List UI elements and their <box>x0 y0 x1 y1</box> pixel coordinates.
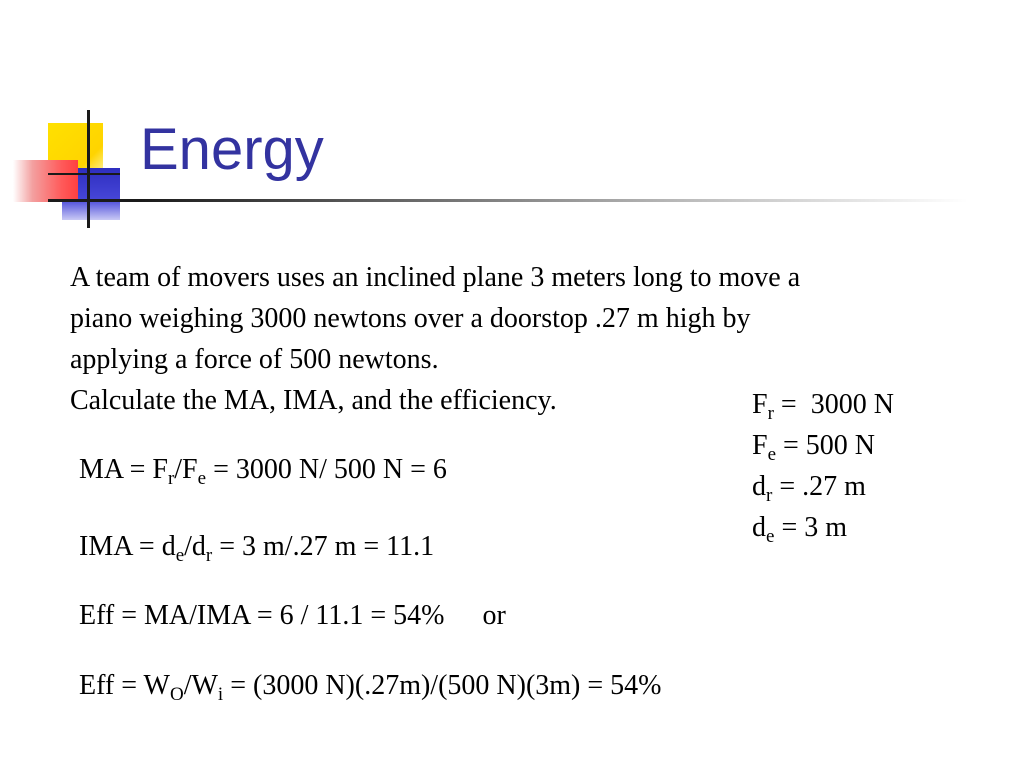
cross-line-decoration <box>48 173 120 175</box>
red-square-decoration <box>13 160 78 202</box>
problem-line: A team of movers uses an inclined plane 3 meters long to move a <box>70 262 801 293</box>
given-resistance-force: $F_r = 3000$ N <box>752 389 894 424</box>
problem-line: Calculate the MA, IMA, and the efficiency. <box>70 385 557 416</box>
ma-equation: MA = $F_r/F_e = 3000$ N/ 500 N = 6 <box>79 454 447 489</box>
problem-line: piano weighing 3000 newtons over a doorstop .27 m high by <box>70 303 751 334</box>
title-underline <box>48 199 968 202</box>
efficiency-equation-1: Eff = MA/IMA = 6 / 11.1 = 54% or <box>79 600 506 631</box>
slide-title: Energy <box>140 117 324 182</box>
given-effort-force: $F_e = 500$ N <box>752 430 876 465</box>
given-resistance-distance: $d_r = .27$ m <box>752 471 866 506</box>
or-connector: or <box>482 600 506 631</box>
efficiency-equation-2: Eff = $W_O/W_i = (3000$ N)(.27m)/(500 N)(3m) = 54% <box>79 670 662 705</box>
given-values <box>752 384 894 548</box>
ima-equation: IMA = $d_e/d_r = 3$ m/.27 m = 11.1 <box>79 531 435 566</box>
given-effort-distance: $d_e = 3$ m <box>752 512 848 547</box>
vertical-line-decoration <box>87 110 90 228</box>
problem-line: applying a force of 500 newtons. <box>70 344 439 375</box>
